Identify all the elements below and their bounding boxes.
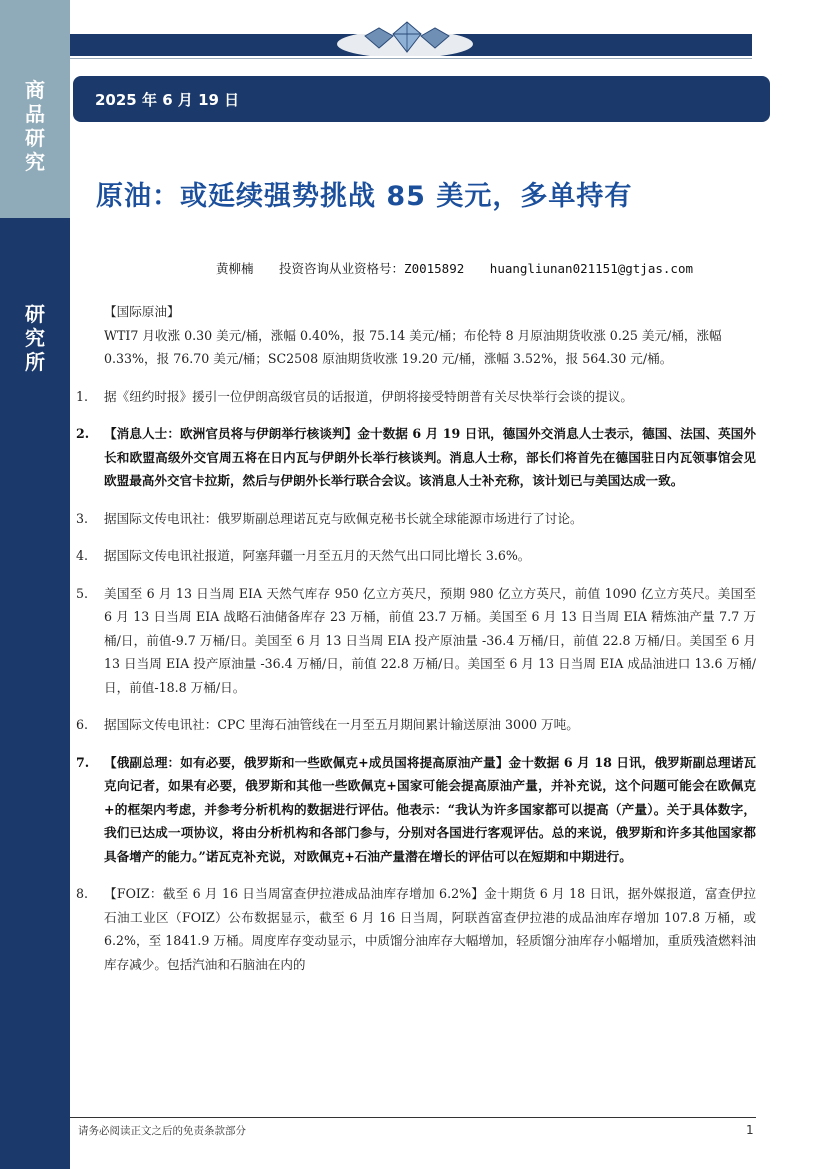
sidebar-char: 商 bbox=[25, 78, 45, 102]
list-item-text: 据国际文传电讯社：CPC 里海石油管线在一月至五月期间累计输送原油 3000 万吨。 bbox=[104, 717, 579, 732]
sidebar-char: 研 bbox=[25, 126, 45, 150]
sidebar-char: 所 bbox=[25, 350, 45, 374]
list-item bbox=[76, 385, 756, 409]
author-email: huangliunan021151@gtjas.com bbox=[489, 261, 693, 276]
list-item-number: 4. bbox=[76, 548, 89, 563]
date-bar bbox=[73, 76, 770, 122]
list-item bbox=[76, 713, 756, 737]
sidebar-bottom-panel bbox=[0, 218, 70, 1169]
page-number: 1 bbox=[746, 1123, 754, 1137]
sidebar-bottom-label bbox=[0, 302, 70, 374]
list-item-number: 8. bbox=[76, 886, 89, 901]
list-item-number: 2. bbox=[76, 426, 90, 441]
author-name: 黄柳楠 bbox=[216, 261, 254, 276]
list-item-text: 美国至 6 月 13 日当周 EIA 天然气库存 950 亿立方英尺，预期 980 亿立方英尺，前值 1090 亿立方英尺。美国至 6 月 13 日当周 EIA 战略石油储备库存 23 万桶，前值 23.7 万桶。美国至 6 月 13 日当周 EIA 精炼油产量 7.7 万桶/日，前值-9.7 万桶/日。美国至 6 月 13 日当周 EIA 投产原油量 -36.4 万桶/日，前值 22.8 万桶/日。美国至 6 月 13 日当周 EIA 投产原油量 -36.4 万桶/日，前值 22.8 万桶/日。美国至 6 月 13 日当周 EIA 成品油进口 13.6 万桶/日，前值-18.8 万桶/日。 bbox=[104, 585, 756, 695]
sidebar-char: 究 bbox=[25, 326, 45, 350]
list-item-text: 据国际文传电讯社报道，阿塞拜疆一月至五月的天然气出口同比增长 3.6%。 bbox=[104, 548, 531, 563]
list-item-text: 据国际文传电讯社：俄罗斯副总理诺瓦克与欧佩克秘书长就全球能源市场进行了讨论。 bbox=[104, 510, 583, 526]
list-item-text: 【FOIZ：截至 6 月 16 日当周富查伊拉港成品油库存增加 6.2%】金十期货 6 月 18 日讯，据外媒报道，富查伊拉石油工业区（FOIZ）公布数据显示，截至 6 月 16 日当周，阿联酋富查伊拉港的成品油库存增加 107.8 万桶，或 6.2%，至 1841.9 万桶。周度库存变动显示，中质馏分油库存大幅增加，轻质馏分油库存小幅增加，重质残渣燃料油库存减少。包括汽油和石脑油在内的 bbox=[104, 886, 756, 972]
sidebar-char: 研 bbox=[25, 302, 45, 326]
list-item-text: 【消息人士：欧洲官员将与伊朗举行核谈判】金十数据 6 月 19 日讯，德国外交消息人士表示，德国、法国、英国外长和欧盟高级外交官周五将在日内瓦与伊朗外长举行核谈判。消息人士称，部长们将首先在德国驻日内瓦领事馆会见欧盟最高外交官卡拉斯，然后与伊朗外长举行联合会议。该消息人士补充称，该计划已与美国达成一致。 bbox=[104, 426, 756, 488]
footer-rule bbox=[70, 1117, 756, 1118]
news-list bbox=[76, 385, 756, 977]
list-item bbox=[76, 751, 756, 869]
list-item bbox=[76, 582, 756, 700]
report-body bbox=[76, 300, 756, 976]
footer-disclaimer: 请务必阅读正文之后的免责条款部分 bbox=[78, 1125, 246, 1137]
intro-section bbox=[76, 300, 756, 371]
intro-paragraph: WTI7 月收涨 0.30 美元/桶，涨幅 0.40%，报 75.14 美元/桶；布伦特 8 月原油期货收涨 0.25 美元/桶，涨幅 0.33%，报 76.70 美元/桶；SC2508 原油期货收涨 19.20 元/桶，涨幅 3.52%，报 564.30 元/桶。 bbox=[104, 327, 722, 366]
section-heading: 【国际原油】 bbox=[104, 304, 180, 319]
list-item bbox=[76, 882, 756, 976]
gem-logo-icon bbox=[335, 14, 475, 60]
sidebar-char: 究 bbox=[25, 150, 45, 174]
report-title: 原油：或延续强势挑战 85 美元，多单持有 bbox=[96, 181, 633, 212]
sidebar-top-label bbox=[0, 78, 70, 174]
list-item bbox=[76, 422, 756, 493]
author-line bbox=[216, 259, 711, 277]
list-item-text: 【俄副总理：如有必要，俄罗斯和一些欧佩克+成员国将提高原油产量】金十数据 6 月 18 日讯，俄罗斯副总理诺瓦克向记者，如果有必要，俄罗斯和其他一些欧佩克+国家可能会提高原油产量，并补充说，这个问题可能会在欧佩克+的框架内考虑，并参考分析机构的数据进行评估。他表示：“我认为许多国家都可以提高（产量）。关于具体数字，我们已达成一项协议，将由分析机构和各部门参与，分别对各国进行客观评估。总的来说，俄罗斯和许多其他国家都具备增产的能力。”诺瓦克补充说，对欧佩克+石油产量潜在增长的评估可以在短期和中期进行。 bbox=[104, 754, 756, 864]
list-item-number: 3. bbox=[76, 510, 89, 526]
sidebar-char: 品 bbox=[25, 102, 45, 126]
sidebar-top-panel bbox=[0, 0, 70, 218]
report-date: 2025 年 6 月 19 日 bbox=[95, 91, 240, 109]
list-item-text: 据《纽约时报》援引一位伊朗高级官员的话报道，伊朗将接受特朗普有关尽快举行会谈的提议。 bbox=[104, 388, 633, 404]
list-item bbox=[76, 544, 756, 568]
list-item-number: 1. bbox=[76, 388, 89, 404]
license-number: 投资咨询从业资格号：Z0015892 bbox=[279, 261, 465, 276]
list-item-number: 6. bbox=[76, 717, 89, 732]
list-item bbox=[76, 507, 756, 531]
list-item-number: 7. bbox=[76, 754, 90, 770]
list-item-number: 5. bbox=[76, 585, 89, 601]
